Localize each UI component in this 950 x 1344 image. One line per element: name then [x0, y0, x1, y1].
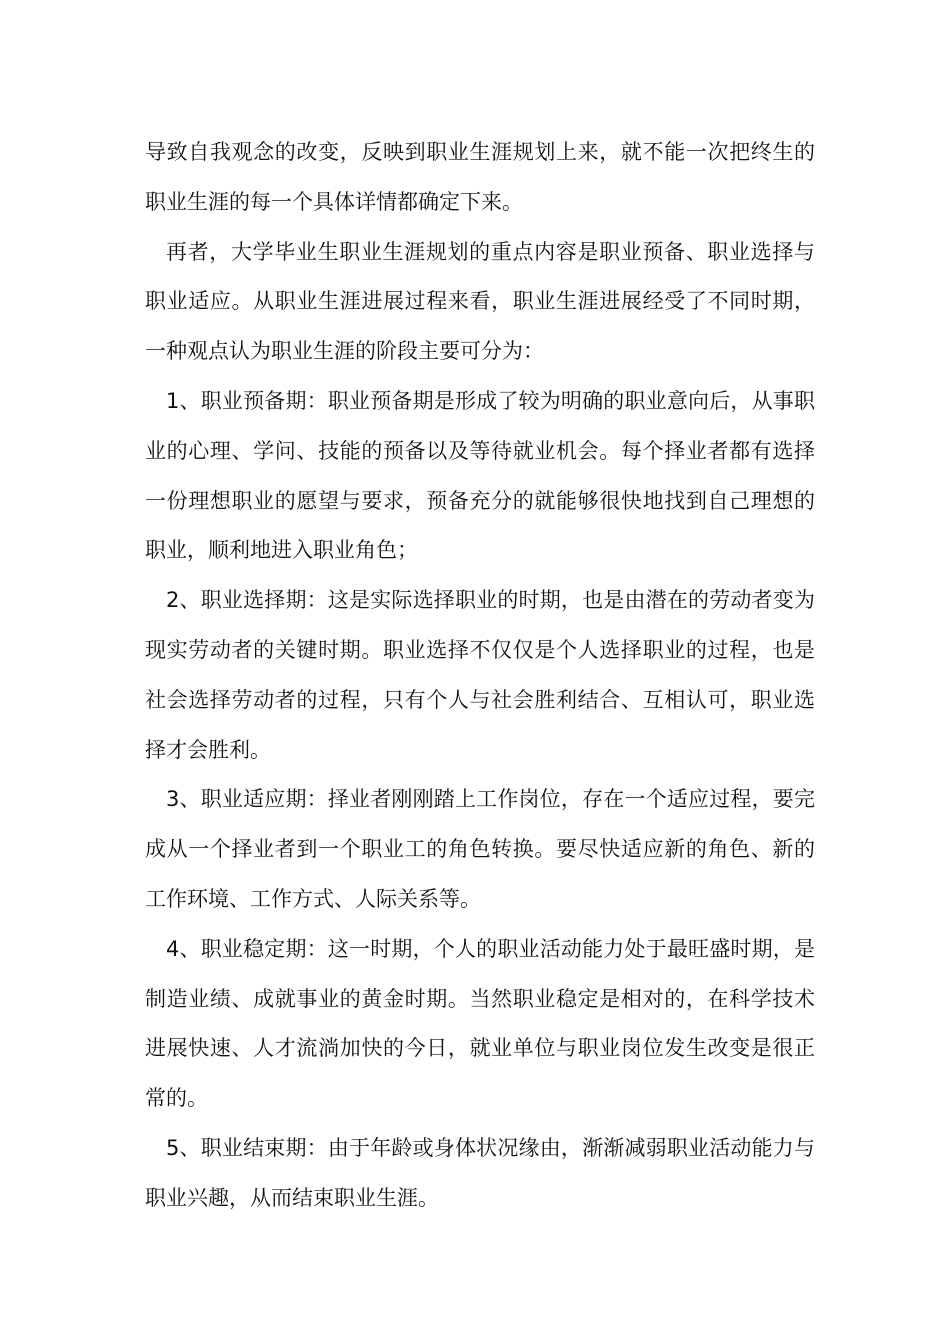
paragraph-continuation: 导致自我观念的改变，反映到职业生涯规划上来，就不能一次把终生的职业生涯的每一个具体详情都确定下来。: [145, 140, 815, 214]
paragraph-stage-1: 1、职业预备期：职业预备期是形成了较为明确的职业意向后，从事职业的心理、学问、技能的预备以及等待就业机会。每个择业者都有选择一份理想职业的愿望与要求，预备充分的就能够很快地找到自己理想的职业，顺利地进入职业角色；: [145, 388, 815, 563]
paragraph-stage-4: 4、职业稳定期：这一时期，个人的职业活动能力处于最旺盛时期，是制造业绩、成就事业的黄金时期。当然职业稳定是相对的，在科学技术进展快速、人才流淌加快的今日，就业单位与职业岗位发生改变是很正常的。: [145, 936, 815, 1111]
paragraph-intro: 再者，大学毕业生职业生涯规划的重点内容是职业预备、职业选择与职业适应。从职业生涯进展过程来看，职业生涯进展经受了不同时期，一种观点认为职业生涯的阶段主要可分为：: [145, 239, 815, 364]
paragraph-stage-5: 5、职业结束期：由于年龄或身体状况缘由，渐渐减弱职业活动能力与职业兴趣，从而结束职业生涯。: [145, 1135, 815, 1210]
paragraph-stage-3: 3、职业适应期：择业者刚刚踏上工作岗位，存在一个适应过程，要完成从一个择业者到一个职业工的角色转换。要尽快适应新的角色、新的工作环境、工作方式、人际关系等。: [145, 787, 815, 911]
document-body: [145, 128, 815, 1224]
paragraph-stage-2: 2、职业选择期：这是实际选择职业的时期，也是由潜在的劳动者变为现实劳动者的关键时期。职业选择不仅仅是个人选择职业的过程，也是社会选择劳动者的过程，只有个人与社会胜利结合、互相认可，职业选择才会胜利。: [145, 588, 815, 762]
